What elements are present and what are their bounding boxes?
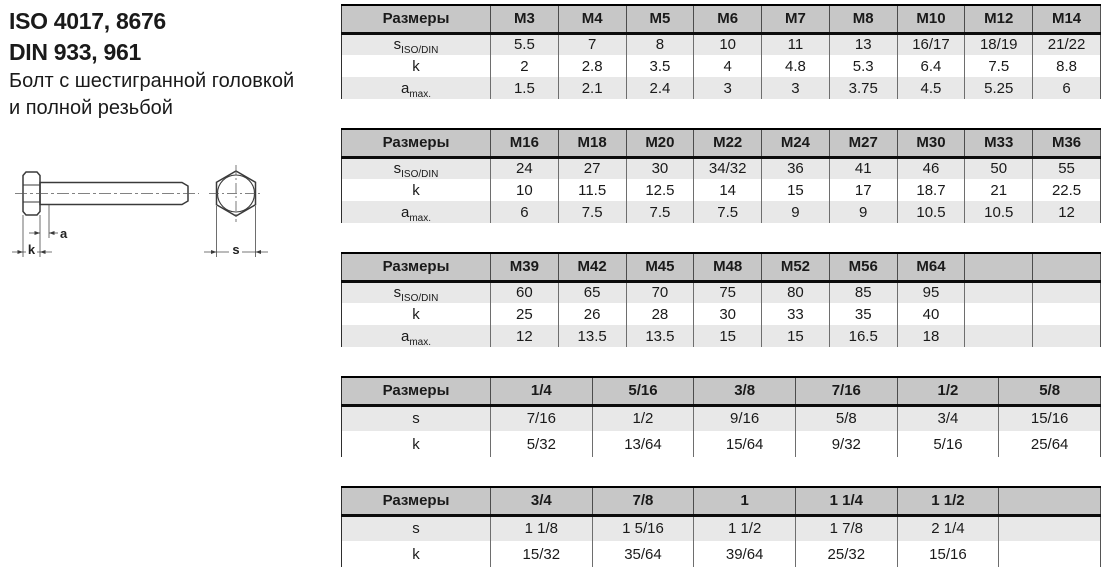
value-cell: 4.5 xyxy=(897,77,965,99)
row-label-subscript: max. xyxy=(409,212,431,224)
value-cell: 26 xyxy=(558,303,626,325)
value-cell: 16/17 xyxy=(897,33,965,55)
value-cell: 40 xyxy=(897,303,965,325)
size-header-cell: M56 xyxy=(829,253,897,281)
size-header-cell: M10 xyxy=(897,5,965,33)
value-cell: 21 xyxy=(965,179,1033,201)
value-cell: 2.4 xyxy=(626,77,694,99)
sizes-header-cell: Размеры xyxy=(342,129,491,157)
row-label-subscript: ISO/DIN xyxy=(401,169,439,181)
value-cell: 70 xyxy=(626,281,694,303)
sizes-header-cell: Размеры xyxy=(342,253,491,281)
dimension-arrows xyxy=(18,231,262,254)
value-cell: 12 xyxy=(1033,201,1101,223)
value-cell: 12 xyxy=(491,325,559,347)
row-label-cell xyxy=(342,201,491,223)
size-header-cell: M64 xyxy=(897,253,965,281)
value-cell: 15 xyxy=(694,325,762,347)
value-cell: 15 xyxy=(762,325,830,347)
value-cell: 7.5 xyxy=(694,201,762,223)
value-cell: 22.5 xyxy=(1033,179,1101,201)
sizes-header-cell: Размеры xyxy=(342,487,491,515)
row-label-symbol: a xyxy=(400,79,410,97)
value-cell: 1 5/16 xyxy=(592,515,694,541)
value-cell: 14 xyxy=(694,179,762,201)
size-header-cell xyxy=(1033,253,1101,281)
value-cell: 5.25 xyxy=(965,77,1033,99)
row-label-subscript: max. xyxy=(409,88,431,100)
row-label-cell xyxy=(342,77,491,99)
row-label-symbol: s xyxy=(393,160,402,178)
size-header-cell: 1/4 xyxy=(491,377,593,405)
value-cell: 7 xyxy=(558,33,626,55)
row-label-cell xyxy=(342,405,491,431)
size-header-cell: M16 xyxy=(491,129,559,157)
value-cell: 7.5 xyxy=(558,201,626,223)
size-header-cell: M30 xyxy=(897,129,965,157)
row-label-subscript: ISO/DIN xyxy=(401,45,439,57)
row-label-cell xyxy=(342,179,491,201)
row-label-symbol: s xyxy=(412,410,420,428)
product-description-line2: и полной резьбой xyxy=(9,97,173,119)
value-cell: 3.5 xyxy=(626,55,694,77)
value-cell xyxy=(965,303,1033,325)
value-cell xyxy=(965,281,1033,303)
bolt-technical-drawing xyxy=(9,154,341,329)
value-cell: 28 xyxy=(626,303,694,325)
value-cell: 10 xyxy=(491,179,559,201)
row-label-symbol: k xyxy=(412,305,420,323)
value-cell: 33 xyxy=(762,303,830,325)
row-label-symbol: k xyxy=(412,181,420,199)
size-header-cell: M6 xyxy=(694,5,762,33)
dimension-table-1 xyxy=(341,4,1101,99)
value-cell: 39/64 xyxy=(694,541,796,567)
table-header-row xyxy=(342,253,1101,281)
row-label-cell xyxy=(342,431,491,457)
value-cell: 13 xyxy=(829,33,897,55)
value-cell: 35/64 xyxy=(592,541,694,567)
value-cell: 1.5 xyxy=(491,77,559,99)
value-cell: 18 xyxy=(897,325,965,347)
value-cell: 1 7/8 xyxy=(795,515,897,541)
value-cell: 18/19 xyxy=(965,33,1033,55)
size-header-cell: M5 xyxy=(626,5,694,33)
table-header-row xyxy=(342,487,1101,515)
size-header-cell: 5/16 xyxy=(592,377,694,405)
value-cell: 5.3 xyxy=(829,55,897,77)
value-cell: 13.5 xyxy=(558,325,626,347)
value-cell: 36 xyxy=(762,157,830,179)
value-cell: 3/4 xyxy=(897,405,999,431)
value-cell: 15/16 xyxy=(897,541,999,567)
value-cell: 75 xyxy=(694,281,762,303)
value-cell: 2.1 xyxy=(558,77,626,99)
row-label-cell xyxy=(342,303,491,325)
table-row xyxy=(342,541,1101,567)
size-header-cell: 5/8 xyxy=(999,377,1101,405)
size-header-cell: M33 xyxy=(965,129,1033,157)
value-cell: 7.5 xyxy=(965,55,1033,77)
value-cell xyxy=(1033,325,1101,347)
standard-iso-title: ISO 4017, 8676 xyxy=(9,8,166,34)
value-cell: 30 xyxy=(694,303,762,325)
table-row xyxy=(342,157,1101,179)
value-cell: 21/22 xyxy=(1033,33,1101,55)
row-label-cell xyxy=(342,281,491,303)
value-cell: 15/64 xyxy=(694,431,796,457)
value-cell: 15/16 xyxy=(999,405,1101,431)
value-cell: 6 xyxy=(491,201,559,223)
value-cell: 3 xyxy=(762,77,830,99)
size-header-cell: M48 xyxy=(694,253,762,281)
row-label-symbol: k xyxy=(412,545,420,563)
row-label-cell xyxy=(342,33,491,55)
row-label-cell xyxy=(342,515,491,541)
value-cell: 8.8 xyxy=(1033,55,1101,77)
value-cell: 15/32 xyxy=(491,541,593,567)
size-header-cell xyxy=(965,253,1033,281)
row-label-cell xyxy=(342,157,491,179)
table-header-row xyxy=(342,377,1101,405)
value-cell: 13/64 xyxy=(592,431,694,457)
value-cell: 50 xyxy=(965,157,1033,179)
size-header-cell: M3 xyxy=(491,5,559,33)
size-header-cell: M20 xyxy=(626,129,694,157)
value-cell: 3.75 xyxy=(829,77,897,99)
standard-din-title: DIN 933, 961 xyxy=(9,39,141,65)
table-row xyxy=(342,33,1101,55)
row-label-symbol: k xyxy=(412,57,420,75)
value-cell: 25/64 xyxy=(999,431,1101,457)
size-header-cell: 1 xyxy=(694,487,796,515)
value-cell: 16.5 xyxy=(829,325,897,347)
value-cell: 4.8 xyxy=(762,55,830,77)
size-header-cell: M22 xyxy=(694,129,762,157)
table-row xyxy=(342,325,1101,347)
value-cell: 30 xyxy=(626,157,694,179)
value-cell: 46 xyxy=(897,157,965,179)
dim-k-label: k xyxy=(27,242,36,257)
size-header-cell: M45 xyxy=(626,253,694,281)
tables-area xyxy=(341,0,1104,566)
size-header-cell: 1/2 xyxy=(897,377,999,405)
table-row xyxy=(342,431,1101,457)
value-cell: 12.5 xyxy=(626,179,694,201)
value-cell: 6.4 xyxy=(897,55,965,77)
value-cell xyxy=(999,541,1101,567)
value-cell: 2 1/4 xyxy=(897,515,999,541)
value-cell: 1 1/8 xyxy=(491,515,593,541)
value-cell: 35 xyxy=(829,303,897,325)
value-cell: 25/32 xyxy=(795,541,897,567)
dimension-table-5 xyxy=(341,486,1101,567)
size-header-cell: 7/8 xyxy=(592,487,694,515)
value-cell: 5/16 xyxy=(897,431,999,457)
size-header-cell: M27 xyxy=(829,129,897,157)
value-cell: 24 xyxy=(491,157,559,179)
size-header-cell: M7 xyxy=(762,5,830,33)
size-header-cell: 3/4 xyxy=(491,487,593,515)
table-row xyxy=(342,179,1101,201)
value-cell: 7.5 xyxy=(626,201,694,223)
value-cell: 5/32 xyxy=(491,431,593,457)
row-label-subscript: max. xyxy=(409,336,431,348)
value-cell: 9 xyxy=(762,201,830,223)
value-cell: 9/16 xyxy=(694,405,796,431)
row-label-symbol: s xyxy=(393,36,402,54)
table-row xyxy=(342,201,1101,223)
row-label-cell xyxy=(342,541,491,567)
dimension-table-3 xyxy=(341,252,1101,347)
table-row xyxy=(342,281,1101,303)
value-cell xyxy=(965,325,1033,347)
size-header-cell: M36 xyxy=(1033,129,1101,157)
value-cell: 10 xyxy=(694,33,762,55)
row-label-symbol: k xyxy=(412,435,420,453)
row-label-symbol: a xyxy=(400,327,410,345)
value-cell xyxy=(1033,303,1101,325)
value-cell: 9/32 xyxy=(795,431,897,457)
table-row xyxy=(342,55,1101,77)
value-cell: 18.7 xyxy=(897,179,965,201)
size-header-cell: M4 xyxy=(558,5,626,33)
left-panel xyxy=(0,0,341,566)
value-cell: 10.5 xyxy=(897,201,965,223)
table-header-row xyxy=(342,5,1101,33)
size-header-cell: M52 xyxy=(762,253,830,281)
sizes-header-cell: Размеры xyxy=(342,5,491,33)
dimension-table-2 xyxy=(341,128,1101,223)
value-cell xyxy=(1033,281,1101,303)
value-cell: 13.5 xyxy=(626,325,694,347)
table-row xyxy=(342,405,1101,431)
row-label-symbol: a xyxy=(400,203,410,221)
value-cell: 6 xyxy=(1033,77,1101,99)
row-label-symbol: s xyxy=(412,520,420,538)
value-cell: 5/8 xyxy=(795,405,897,431)
dim-a-label: a xyxy=(60,226,68,241)
table-row xyxy=(342,77,1101,99)
value-cell: 95 xyxy=(897,281,965,303)
value-cell: 85 xyxy=(829,281,897,303)
value-cell: 65 xyxy=(558,281,626,303)
row-label-symbol: s xyxy=(393,284,402,302)
size-header-cell: 1 1/4 xyxy=(795,487,897,515)
value-cell: 10.5 xyxy=(965,201,1033,223)
size-header-cell: M42 xyxy=(558,253,626,281)
value-cell: 25 xyxy=(491,303,559,325)
value-cell: 60 xyxy=(491,281,559,303)
size-header-cell: M8 xyxy=(829,5,897,33)
row-label-subscript: ISO/DIN xyxy=(401,293,439,305)
value-cell: 27 xyxy=(558,157,626,179)
value-cell: 15 xyxy=(762,179,830,201)
value-cell: 55 xyxy=(1033,157,1101,179)
size-header-cell: 3/8 xyxy=(694,377,796,405)
value-cell: 34/32 xyxy=(694,157,762,179)
size-header-cell: 7/16 xyxy=(795,377,897,405)
size-header-cell: M18 xyxy=(558,129,626,157)
value-cell: 8 xyxy=(626,33,694,55)
value-cell: 41 xyxy=(829,157,897,179)
value-cell: 7/16 xyxy=(491,405,593,431)
table-header-row xyxy=(342,129,1101,157)
size-header-cell: 1 1/2 xyxy=(897,487,999,515)
value-cell: 11.5 xyxy=(558,179,626,201)
bolt-drawing-svg xyxy=(9,154,299,329)
value-cell: 2 xyxy=(491,55,559,77)
row-label-cell xyxy=(342,325,491,347)
value-cell: 80 xyxy=(762,281,830,303)
dim-s-label: s xyxy=(232,242,240,257)
value-cell: 1/2 xyxy=(592,405,694,431)
value-cell: 2.8 xyxy=(558,55,626,77)
size-header-cell: M12 xyxy=(965,5,1033,33)
value-cell: 5.5 xyxy=(491,33,559,55)
size-header-cell: M39 xyxy=(491,253,559,281)
value-cell: 17 xyxy=(829,179,897,201)
value-cell: 9 xyxy=(829,201,897,223)
size-header-cell: M24 xyxy=(762,129,830,157)
sizes-header-cell: Размеры xyxy=(342,377,491,405)
value-cell xyxy=(999,515,1101,541)
value-cell: 1 1/2 xyxy=(694,515,796,541)
product-description-line1: Болт с шестигранной головкой xyxy=(9,70,295,92)
size-header-cell: M14 xyxy=(1033,5,1101,33)
table-row xyxy=(342,515,1101,541)
value-cell: 11 xyxy=(762,33,830,55)
value-cell: 3 xyxy=(694,77,762,99)
size-header-cell xyxy=(999,487,1101,515)
table-row xyxy=(342,303,1101,325)
row-label-cell xyxy=(342,55,491,77)
value-cell: 4 xyxy=(694,55,762,77)
dimension-table-4 xyxy=(341,376,1101,457)
